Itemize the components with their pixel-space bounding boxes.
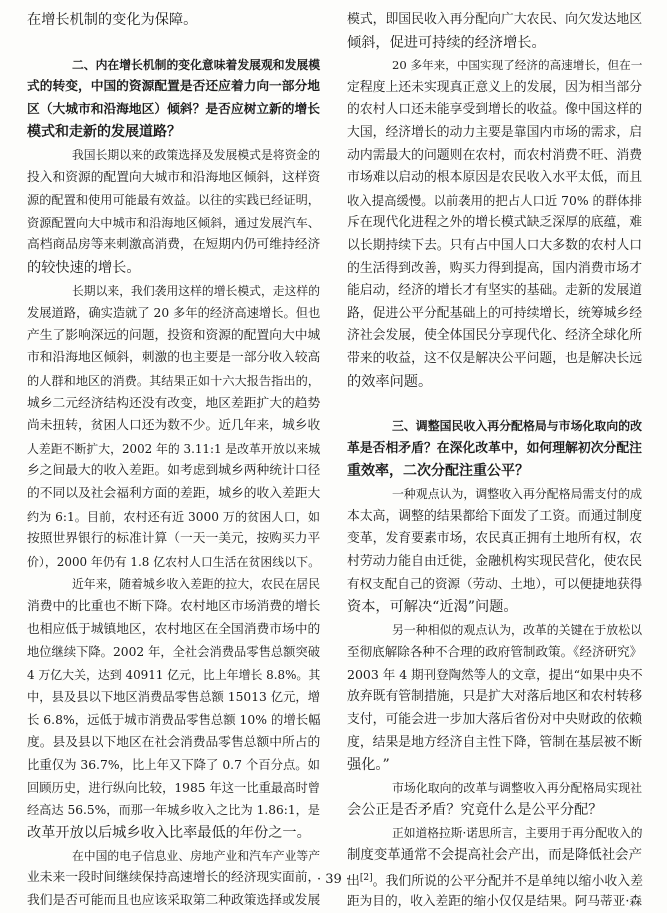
line-text: 带来的收益，这不仅是解决公平问题，也是解决长远 xyxy=(347,351,643,366)
line-text: 按照世界银行的标准计算（一天一美元，按购买力平 xyxy=(27,531,321,547)
line-text: 路，促进公平分配基础上的可持续增长，统筹城乡经 xyxy=(347,305,643,321)
line-text: 支付，可能会进一步加大落后省份对中央财政的依赖 xyxy=(347,712,643,727)
text-line xyxy=(347,527,642,551)
text-line xyxy=(27,798,320,822)
line-text: 二、内在增长机制的变化意味着发展观和发展模 xyxy=(72,57,320,72)
line-text: 能启动，经济的增长才有坚实的基础。走新的发展道 xyxy=(347,283,643,299)
line-text: 4 万亿大关，达到 40911 亿元，比上年增长 8.8%。其 xyxy=(27,667,321,682)
text-line xyxy=(27,731,320,755)
line-text: 。我们所说的公平分配并不是单纯以缩小收入差 xyxy=(372,874,644,890)
line-text: 我国长期以来的政策选择及发展模式是将资金的 xyxy=(72,148,320,162)
text-line xyxy=(347,550,642,574)
line-text: 在中国的电子信息业、房地产业和汽车产业等产 xyxy=(72,848,320,863)
line-text: 村劳动力能自由迁徙，金融机构实现民营化，使农民 xyxy=(347,553,643,569)
line-text: 制度变革通常不会提高社会产出，而是降低社会产 xyxy=(347,847,642,863)
citation-ref: [2] xyxy=(359,873,373,884)
text-line xyxy=(27,346,320,370)
text-line xyxy=(27,753,320,777)
text-line xyxy=(27,505,320,529)
line-text: 重效率，二次分配注重公平？ xyxy=(347,463,529,480)
line-text: 的农村人口还未能享受到增长的收益。像中国这样的 xyxy=(347,102,643,118)
line-text: 资本，可解决“近渴”问题。 xyxy=(347,599,518,615)
text-line xyxy=(72,844,320,868)
line-text: 有权支配自己的资源（劳动、土地），可以便捷地获得 xyxy=(347,576,643,592)
line-text: 地位继续下降。2002 年，全社会消费品零售总额突破 xyxy=(27,645,320,660)
line-text: 三、调整国民收入再分配格局与市场化取向的改 xyxy=(392,419,642,434)
line-text: 消费中的比重也不断下降。农村地区市场消费的增长 xyxy=(27,599,321,614)
heading-line xyxy=(27,98,320,122)
text-line xyxy=(347,572,642,596)
text-line xyxy=(347,753,390,777)
text-line xyxy=(347,347,642,371)
text-line xyxy=(347,685,642,709)
line-text: 近年来，随着城乡收入差距的拉大，农民在居民 xyxy=(72,577,320,592)
text-line xyxy=(347,189,642,213)
text-line xyxy=(27,8,197,32)
text-line xyxy=(27,527,320,551)
line-text: 高档商品房等来刺激高消费，在短期内仍可维持经济 xyxy=(27,237,321,253)
line-text: 出 xyxy=(347,874,360,890)
line-text: 距为目的，收入差距的缩小仅仅是结果。阿马蒂亚·森 xyxy=(347,892,642,908)
text-line xyxy=(27,414,320,438)
line-text: 式的转变，中国的资源配置是否还应着力向一部分地 xyxy=(27,79,320,95)
line-text: 的不同以及社会福利方面的差距，城乡的收入差距大 xyxy=(27,486,321,501)
line-text: 收入提高缓慢。以前袭用的把占人口近 70% 的群体排 xyxy=(347,193,642,208)
line-text: 尚未扭转，贫困人口还为数不少。近几年来，城乡收 xyxy=(27,418,321,434)
line-text: 的较快速的增长。 xyxy=(27,260,141,276)
text-line xyxy=(27,369,320,393)
text-line xyxy=(392,53,642,77)
text-line xyxy=(347,279,642,303)
line-text: 模式和走新的发展道路？ xyxy=(27,124,181,141)
text-line xyxy=(392,482,642,506)
line-text: 度，结果是地方经济自主性下降，管制在基层被不断 xyxy=(347,734,643,750)
text-line xyxy=(347,8,642,32)
text-line xyxy=(347,76,642,100)
text-line xyxy=(27,550,320,574)
page-number: · 39 · xyxy=(316,872,351,887)
text-line xyxy=(27,663,320,687)
text-line xyxy=(347,121,642,145)
text-line xyxy=(27,437,320,461)
text-line xyxy=(392,821,642,845)
line-text: 人差距不断扩大，2002 年的 3.11:1 是改革开放以来城 xyxy=(27,441,321,456)
line-text: 比重仅为 36.7%，比上年又下降了 0.7 个百分点。如 xyxy=(27,758,320,773)
text-line xyxy=(72,572,320,596)
line-text: 定程度上还未实现真正意义上的发展，因为相当部分 xyxy=(347,79,643,95)
line-text: 回顾历史，进行纵向比较，1985 年这一比重最高时曾 xyxy=(27,780,320,795)
line-text: 2003 年 4 期刊登陶然等人的文章，提出“如果中央不 xyxy=(347,666,643,682)
text-line xyxy=(347,234,642,258)
line-text: 强化。” xyxy=(347,757,390,774)
line-text: 资源配置向大中城市和沿海地区倾斜，通过发展汽车、 xyxy=(27,215,320,230)
line-text: 放弃既有管制措施，只是扩大对落后地区和农村转移 xyxy=(347,689,643,705)
line-text: 另一种相似的观点认为，改革的关键在于放松以 xyxy=(392,622,643,637)
line-text: 中，县及县以下地区消费品零售总额 15013 亿元，增 xyxy=(27,690,320,705)
text-line xyxy=(27,233,320,257)
heading-line xyxy=(347,459,529,483)
text-line xyxy=(27,459,320,483)
line-text: 我们是否可能而且也应该采取第二种政策选择或发展 xyxy=(27,892,321,908)
line-text: 济社会发展，使全体国民分享现代化、经济全球化所 xyxy=(347,328,643,344)
text-line xyxy=(347,663,642,687)
text-line xyxy=(347,370,432,394)
text-line xyxy=(27,256,141,280)
line-text: 的效率问题。 xyxy=(347,373,433,390)
text-line xyxy=(72,279,320,303)
text-line xyxy=(347,302,642,326)
line-text: 倾斜，促进可持续的经济增长。 xyxy=(347,34,546,51)
heading-line xyxy=(27,120,181,144)
text-line xyxy=(347,31,546,55)
text-line xyxy=(347,889,642,913)
line-text: 长 6.8%，远低于城市消费品零售总额 10% 的增长幅 xyxy=(27,713,321,727)
line-text: 发展道路，确实造就了 20 多年的经济高速增长。但也 xyxy=(27,306,321,321)
text-line xyxy=(347,98,642,122)
text-line xyxy=(27,188,320,212)
text-line xyxy=(27,640,320,664)
text-line xyxy=(347,844,642,868)
heading-line xyxy=(72,53,320,77)
line-text: 革是否相矛盾？在深化改革中，如何理解初次分配注 xyxy=(347,440,642,456)
text-line xyxy=(347,505,642,529)
text-line xyxy=(27,776,320,800)
text-line xyxy=(347,708,642,732)
line-text: 市场难以启动的根本原因是农民收入水平太低，而且 xyxy=(347,170,643,186)
text-line xyxy=(392,618,642,642)
text-line xyxy=(347,166,642,190)
line-text: 本太高，调整的结果都给下面发了工资。而通过制度 xyxy=(347,508,643,524)
line-text: 至彻底解除各种不合理的政府管制政策。《经济研究》 xyxy=(347,644,643,660)
line-text: 正如道格拉斯·诺思所言，主要用于再分配收入的 xyxy=(392,826,643,840)
line-text: 以长期持续下去。只有占中国人口大多数的农村人口 xyxy=(347,238,643,253)
text-line xyxy=(27,595,320,619)
line-text: 业未来一段时间继续保持高速增长的经济现实面前， xyxy=(27,870,321,886)
line-text: 投入和资源的配置向大城市和沿海地区倾斜，这样资 xyxy=(27,169,321,185)
line-text: 变革，发育要素市场，农民真正拥有土地所有权，农 xyxy=(347,531,643,547)
line-text: 城乡二元经济结构还没有改变，地区差距扩大的趋势 xyxy=(27,395,321,411)
text-line xyxy=(27,821,311,845)
line-text: 动内需最大的问题则在农村，而农村消费不旺、消费 xyxy=(347,147,643,163)
text-line xyxy=(27,166,320,190)
line-text: 会公正是否矛盾？究竟什么是公平分配？ xyxy=(347,802,603,819)
text-line xyxy=(347,640,642,664)
line-text: 在增长机制的变化为保障。 xyxy=(27,12,198,28)
text-line xyxy=(27,211,320,235)
text-line xyxy=(347,731,642,755)
line-text: 改革开放以后城乡收入比率最低的年份之一。 xyxy=(27,825,311,841)
line-text: 源的配置和使用可能最有效益。以往的实践已经证明， xyxy=(27,193,320,208)
line-text: 价），2000 年仍有 1.8 亿农村人口生活在贫困线以下。 xyxy=(27,554,320,569)
line-text: 的人群和地区的消费。其结果正如十六大报告指出的， xyxy=(27,374,320,388)
line-text: 也相应低于城镇地区，农村地区在全国消费市场中的 xyxy=(27,621,321,637)
line-text: 度。县及县以下地区在社会消费品零售总额中所占的 xyxy=(27,734,321,750)
text-line xyxy=(347,798,602,822)
line-text: 区（大城市和沿海地区）倾斜？是否应树立新的增长 xyxy=(27,101,320,117)
line-text: 长期以来，我们袭用这样的增长模式，走这样的 xyxy=(72,283,320,298)
line-text: 经高达 56.5%，而那一年城乡收入之比为 1.86:1，是 xyxy=(27,803,320,818)
heading-line xyxy=(347,437,642,461)
text-line xyxy=(72,143,320,167)
text-line xyxy=(27,301,320,325)
line-text: 约为 6:1。目前，农村还有近 3000 万的贫困人口，如 xyxy=(27,509,321,524)
text-line xyxy=(27,482,320,506)
line-text: 大国，经济增长的动力主要是靠国内市场的需求，启 xyxy=(347,125,643,140)
text-line xyxy=(347,595,518,619)
line-text: 市和沿海地区倾斜，刺激的也主要是一部分收入较高 xyxy=(27,350,321,366)
heading-line xyxy=(27,75,320,99)
heading-line xyxy=(392,414,642,438)
text-line xyxy=(347,211,642,235)
text-line xyxy=(27,324,320,348)
text-line xyxy=(27,392,320,416)
line-text: 乡之间最大的收入差距。如考虑到城乡两种统计口径 xyxy=(27,463,321,479)
line-text: 一种观点认为，调整收入再分配格局需支付的成 xyxy=(392,487,643,501)
text-line xyxy=(392,776,642,800)
text-line xyxy=(347,257,642,281)
text-line xyxy=(347,144,642,168)
line-text: 斥在现代化进程之外的增长模式缺乏深厚的底蕴，难 xyxy=(347,215,643,231)
text-line xyxy=(27,708,320,732)
text-line xyxy=(347,324,642,348)
line-text: 的生活得到改善，购买力得到提高，国内消费市场才 xyxy=(347,260,643,276)
line-text: 20 多年来，中国实现了经济的高速增长，但在一 xyxy=(392,58,643,73)
line-text: 市场化取向的改革与调整收入再分配格局实现社 xyxy=(392,780,643,795)
line-text: 产生了影响深远的问题，投资和资源的配置向大中城 xyxy=(27,327,321,343)
line-text: 模式，即国民收入再分配向广大农民、向欠发达地区 xyxy=(347,12,643,27)
text-line xyxy=(27,685,320,709)
text-line xyxy=(27,889,320,913)
text-line xyxy=(27,618,320,642)
